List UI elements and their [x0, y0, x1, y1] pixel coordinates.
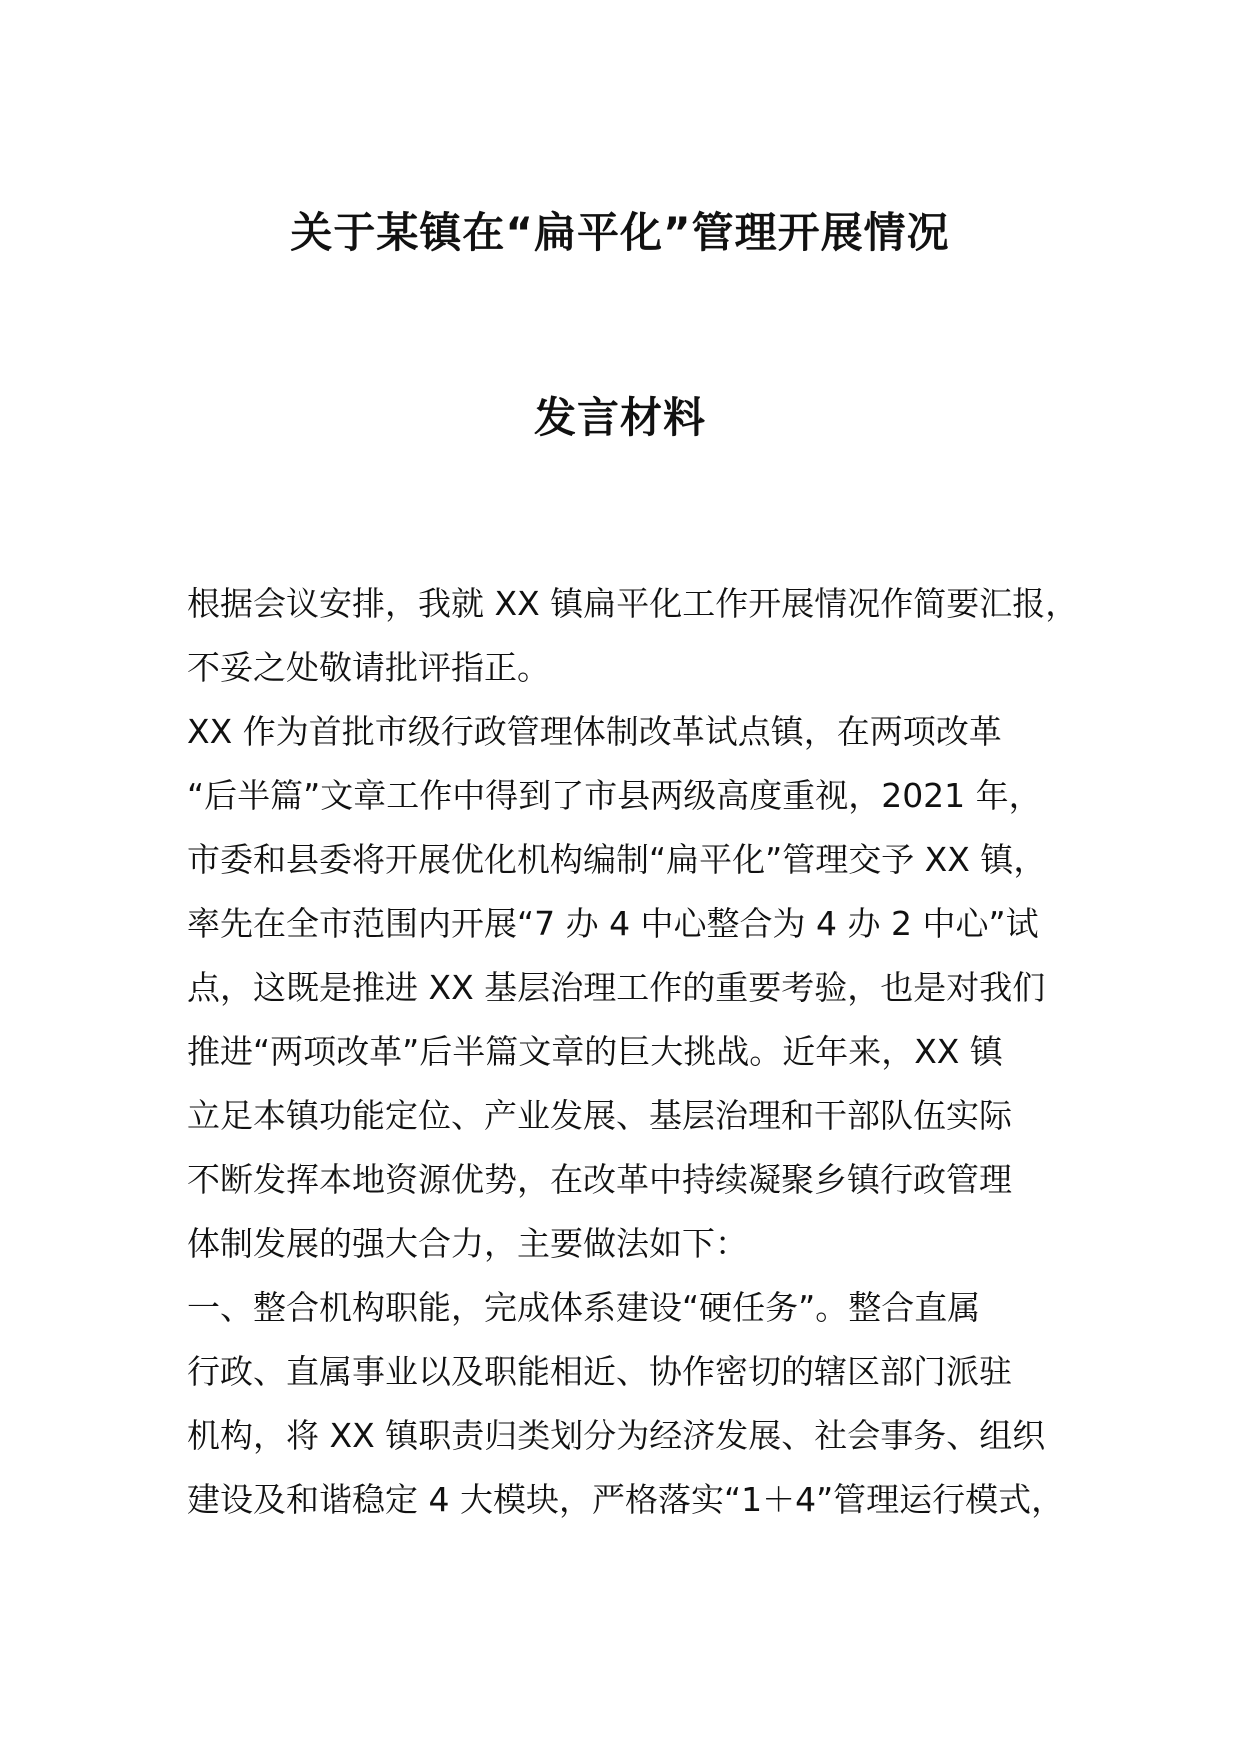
body-line: 体制发展的强大合力，主要做法如下： — [187, 1224, 748, 1263]
body-line: 建设及和谐稳定 4 大模块，严格落实“1＋4”管理运行模式， — [187, 1480, 1065, 1519]
document-title-line-2: 发言材料 — [533, 393, 706, 442]
body-line: 机构，将 XX 镇职责归类划分为经济发展、社会事务、组织 — [187, 1416, 1046, 1455]
body-line: 不妥之处敬请批评指正。 — [187, 648, 550, 687]
body-line: 不断发挥本地资源优势，在改革中持续凝聚乡镇行政管理 — [187, 1160, 1012, 1199]
body-line: XX 作为首批市级行政管理体制改革试点镇，在两项改革 — [187, 712, 1002, 751]
body-line: 市委和县委将开展优化机构编制“扁平化”管理交予 XX 镇， — [187, 840, 1047, 879]
body-line: 推进“两项改革”后半篇文章的巨大挑战。近年来，XX 镇 — [187, 1032, 1003, 1071]
body-line: 立足本镇功能定位、产业发展、基层治理和干部队伍实际 — [187, 1096, 1012, 1135]
body-line: “后半篇”文章工作中得到了市县两级高度重视，2021 年， — [187, 776, 1042, 815]
document-title-line-1: 关于某镇在“扁平化”管理开展情况 — [290, 208, 950, 257]
document-body — [187, 572, 1087, 1532]
body-line: 点，这既是推进 XX 基层治理工作的重要考验，也是对我们 — [187, 968, 1046, 1007]
body-line: 根据会议安排，我就 XX 镇扁平化工作开展情况作简要汇报， — [187, 584, 1079, 623]
body-line: 率先在全市范围内开展“7 办 4 中心整合为 4 办 2 中心”试 — [187, 904, 1039, 943]
body-line: 行政、直属事业以及职能相近、协作密切的辖区部门派驻 — [187, 1352, 1012, 1391]
body-line: 一、整合机构职能，完成体系建设“硬任务”。整合直属 — [187, 1288, 981, 1327]
